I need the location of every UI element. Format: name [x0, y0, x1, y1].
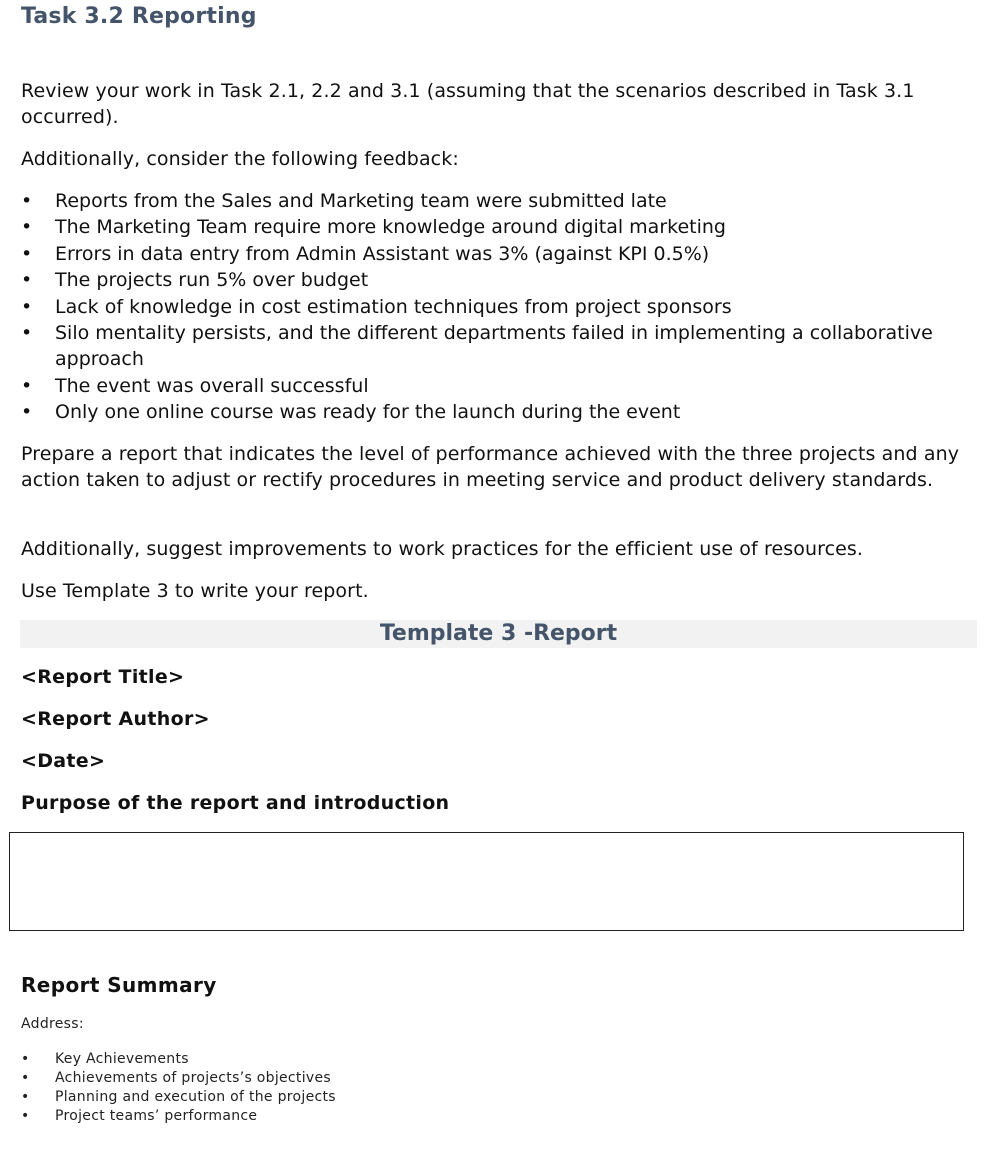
list-item: • Project teams’ performance [21, 1108, 258, 1124]
purpose-text-box[interactable] [9, 832, 964, 931]
bullet-icon: • [21, 1108, 30, 1124]
list-item: • Errors in data entry from Admin Assistant was 3% (against KPI 0.5%) [21, 241, 971, 267]
bullet-icon: • [21, 1089, 30, 1105]
list-item: • The event was overall successful [21, 373, 971, 399]
bullet-icon: • [21, 1070, 30, 1086]
address-label: Address: [21, 1016, 84, 1032]
summary-heading: Report Summary [21, 973, 217, 997]
bullet-icon: • [21, 269, 33, 292]
list-item: • The Marketing Team require more knowledge around digital marketing [21, 214, 971, 240]
improvements-paragraph: Additionally, suggest improvements to work practices for the efficient use of resources. [21, 538, 864, 560]
list-item: • Lack of knowledge in cost estimation techniques from project sponsors [21, 294, 971, 320]
report-title-field: <Report Title> [21, 666, 185, 688]
feedback-list [21, 188, 971, 426]
list-item: • Only one online course was ready for the launch during the event [21, 399, 971, 425]
template-title: Template 3 -Report [379, 621, 618, 646]
feedback-intro: Additionally, consider the following feedback: [21, 148, 459, 170]
bullet-icon: • [21, 190, 33, 212]
list-item: • Reports from the Sales and Marketing team were submitted late [21, 188, 971, 214]
bullet-icon: • [21, 1051, 30, 1067]
bullet-icon: • [21, 242, 33, 265]
task-heading: Task 3.2 Reporting [21, 4, 257, 29]
bullet-icon: • [21, 295, 33, 318]
prepare-paragraph: Prepare a report that indicates the level of performance achieved with the three projects and any action taken to adjust or rectify procedures in meeting service and product delivery standards. [21, 443, 960, 491]
bullet-icon: • [21, 322, 33, 345]
bullet-icon: • [21, 216, 33, 239]
summary-list [21, 1050, 621, 1126]
use-template-paragraph: Use Template 3 to write your report. [21, 580, 369, 602]
bullet-icon: • [21, 374, 33, 397]
list-item: • The projects run 5% over budget [21, 267, 971, 293]
intro-paragraph: Review your work in Task 2.1, 2.2 and 3.1 (assuming that the scenarios described in Task 3.1 occurred). [21, 80, 915, 128]
purpose-heading: Purpose of the report and introduction [21, 792, 450, 814]
list-item: • Silo mentality persists, and the different departments failed in implementing a collaborative approach [21, 322, 933, 371]
report-author-field: <Report Author> [21, 708, 210, 730]
bullet-icon: • [21, 401, 33, 424]
list-item: • Key Achievements [21, 1051, 189, 1067]
list-item: • Planning and execution of the projects [21, 1089, 336, 1105]
list-item: • Achievements of projects’s objectives [21, 1070, 332, 1086]
date-field: <Date> [21, 750, 106, 772]
